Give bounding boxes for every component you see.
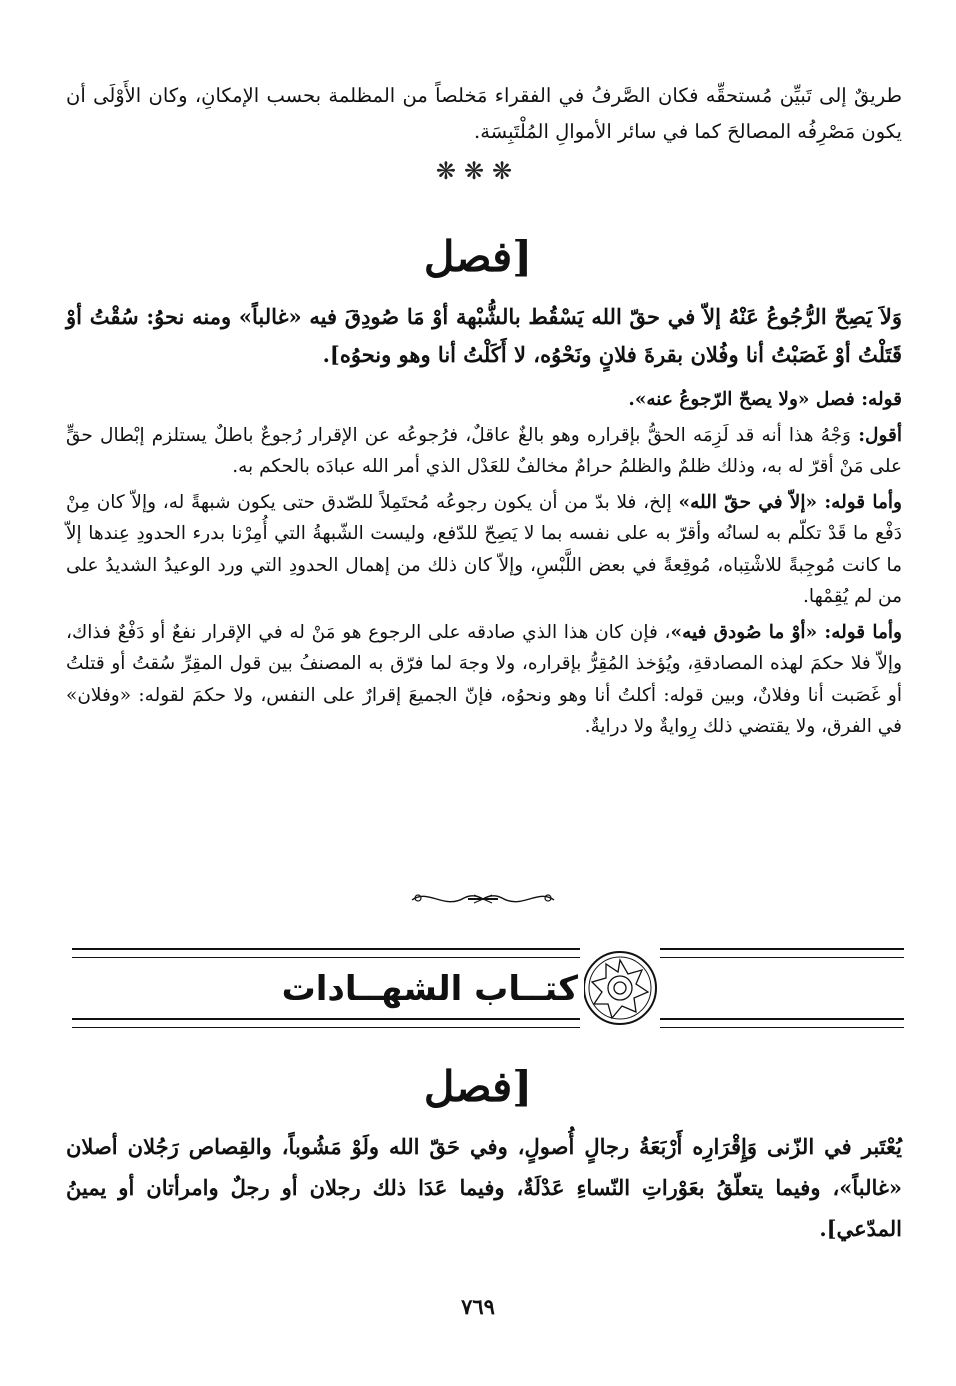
commentary-text: إلخ، فلا بدّ من أن يكون رجوعُه مُحتَمِلاً للصّدق حتى يكون شبهةً له، وإلاّ كان مِنْ دَفْع ما قَدْ تكلّم به لسانُه وأقرّ به على نفسه بما لا يَصِحّ للدّفع، وليست الشّبهةُ التي أُمِرْنا بدرء الحدودِ عِندها إلاّ ما كانت مُوجِبةً للاشْتِباه، مُوقِعةً في بعض اللَّبْسِ، وإلاّ كان ذلك من إهمال الحدودِ التي ورد الوعيدُ الشديدُ على من لم يُقِمْها. bbox=[66, 491, 902, 607]
commentary-lead: قوله: فصل «ولا يصحّ الرّجوعُ عنه». bbox=[628, 389, 902, 410]
page-number: ٧٦٩ bbox=[461, 1294, 495, 1319]
commentary-paragraph bbox=[66, 617, 902, 743]
banner-bottom-rule bbox=[72, 1018, 904, 1028]
main-text-paragraph: يُعْتَبر في الزّنى وَإِقْرَارِه أَرْبَعَةُ رجالٍ أُصولٍ، وفي حَقّ الله ولَوْ مَشُوباً، والقِصاص رَجُلان أصلان «غالباً»، وفيما يتعلّقُ بعَوْراتِ النّساءِ عَدْلَةٌ، وفيما عَدَا ذلك رجلان أو رجلٌ وامرأتان أو يمينُ المدّعي]. bbox=[66, 1134, 902, 1241]
commentary-lead: وأما قوله: «إلاّ في حقّ الله» bbox=[678, 491, 902, 513]
section-heading-fasl: [فصل bbox=[423, 1062, 533, 1111]
commentary-paragraph bbox=[66, 420, 902, 483]
commentary-lead: أقول: bbox=[858, 424, 902, 446]
book-title: كتــاب الشهــادات bbox=[276, 964, 584, 1014]
star-separator: ❋❋❋ bbox=[435, 157, 521, 185]
intro-paragraph: طريقٌ إلى تَبيِّن مُستحقِّه فكان الصَّرفُ في الفقراء مَخلصاً من المظلمة بحسب الإمكانِ، وكان الأَوْلَى أن يكون مَصْرِفُه المصالحَ كما في سائر الأموالِ المُلْتَبِسَة. bbox=[66, 84, 902, 143]
commentary-block bbox=[66, 384, 902, 747]
main-text-paragraph: وَلاَ يَصِحّ الرُّجُوعُ عَنْهُ إلاّ في حقّ الله يَسْقُط بالشُّبْهة أوْ مَا صُودِقَ فيه «غالباً» ومنه نحوُ: سُقْتُ أوْ قَتَلْتُ أوْ غَصَبْتُ أنا وفُلان بقرةَ فلانٍ ونَحْوُه، لا أَكَلْتُ أنا وهو ونحوُه]. bbox=[66, 304, 903, 367]
rosette-emblem-icon bbox=[580, 948, 660, 1028]
banner-top-rule bbox=[72, 948, 904, 958]
decorative-divider-icon bbox=[408, 884, 558, 914]
section-heading-fasl: [فصل bbox=[423, 232, 533, 281]
book-title-banner bbox=[72, 946, 904, 1030]
commentary-lead: وأما قوله: «أوْ ما صُودق فيه» bbox=[670, 621, 902, 643]
commentary-text: ، فإن كان هذا الذي صادقه على الرجوع هو مَنْ له في الإقرار نفعٌ أو دَفْعٌ فذاك، وإلاّ فلا حكمَ لهذه المصادقةِ، ويُؤخذ المُقِرُّ بإقراره، ولا وجهَ لما فرّق به المصنفُ بين قول المقِرِّ سُقتُ أو قتلتُ أو غَصَبت أنا وفلانٌ، وبين قوله: أكلتُ أنا وهو ونحوُه، فإنّ الجميعَ إقرارٌ على النفس، ولا حكمَ لقوله: «وفلان» في الفرق، ولا يقتضي ذلك رِوايةٌ ولا درايةٌ. bbox=[66, 621, 902, 737]
commentary-text: وَجْهُ هذا أنه قد لَزِمَه الحقُّ بإقراره وهو بالغٌ عاقلٌ، فرُجوعُه عن الإقرار رُجوعٌ باطلٌ يستلزم إبْطال حقٍّ على مَنْ أقرّ له به، وذلك ظلمٌ والظلمُ حرامٌ مخالفٌ للعَدْل الذي أمر الله عبادَه بالحكم به. bbox=[66, 424, 902, 477]
commentary-paragraph bbox=[66, 487, 902, 613]
commentary-paragraph bbox=[66, 384, 902, 416]
